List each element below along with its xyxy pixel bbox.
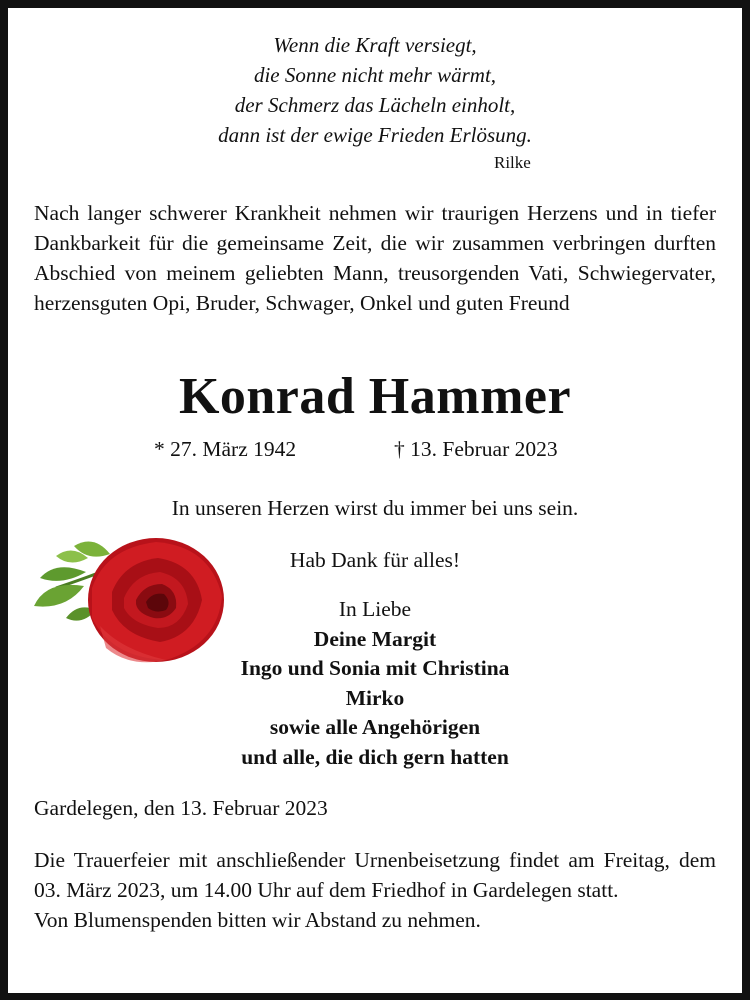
poem-line: Wenn die Kraft versiegt,: [273, 33, 477, 57]
poem: [0, 30, 750, 150]
thanks-line: Hab Dank für alles!: [289, 548, 461, 572]
signatory: Ingo und Sonia mit Christina: [240, 656, 510, 680]
signatory: Deine Margit: [313, 626, 437, 651]
intro-text: Nach langer schwerer Krankheit nehmen wir traurigen Herzens und in tiefer Dankbarkeit für die gemeinsame Zeit, die wir zusammen verbringen durften Abschied von meinem geliebten Mann, treusorgenden Vati, Schwiegervater, herzensguten Opi, Bruder, Schwager, Onkel und guten Freund: [34, 201, 716, 315]
death-date: † 13. Februar 2023: [394, 437, 558, 461]
place-date: Gardelegen, den 13. Februar 2023: [34, 796, 328, 820]
signature-block: [0, 595, 750, 772]
signature-intro: In Liebe: [338, 597, 412, 621]
poem-line: dann ist der ewige Frieden Erlösung.: [218, 123, 532, 147]
signatory: und alle, die dich gern hatten: [241, 744, 509, 769]
signatory: Mirko: [345, 685, 405, 710]
poem-author: Rilke: [494, 153, 531, 172]
funeral-info: [34, 845, 716, 935]
quote: In unseren Herzen wirst du immer bei uns sein.: [171, 496, 579, 520]
poem-line: der Schmerz das Lächeln einholt,: [234, 93, 516, 117]
birth-date: * 27. März 1942: [154, 437, 297, 461]
poem-line: die Sonne nicht mehr wärmt,: [253, 63, 497, 87]
deceased-name: Konrad Hammer: [178, 368, 572, 425]
flowers-note: Von Blumenspenden bitten wir Abstand zu nehmen.: [34, 908, 481, 932]
funeral-text: Die Trauerfeier mit anschließender Urnenbeisetzung findet am Freitag, dem 03. März 2023, um 14.00 Uhr auf dem Friedhof in Gardelegen statt.: [34, 848, 716, 902]
signatory: sowie alle Angehörigen: [269, 715, 481, 739]
